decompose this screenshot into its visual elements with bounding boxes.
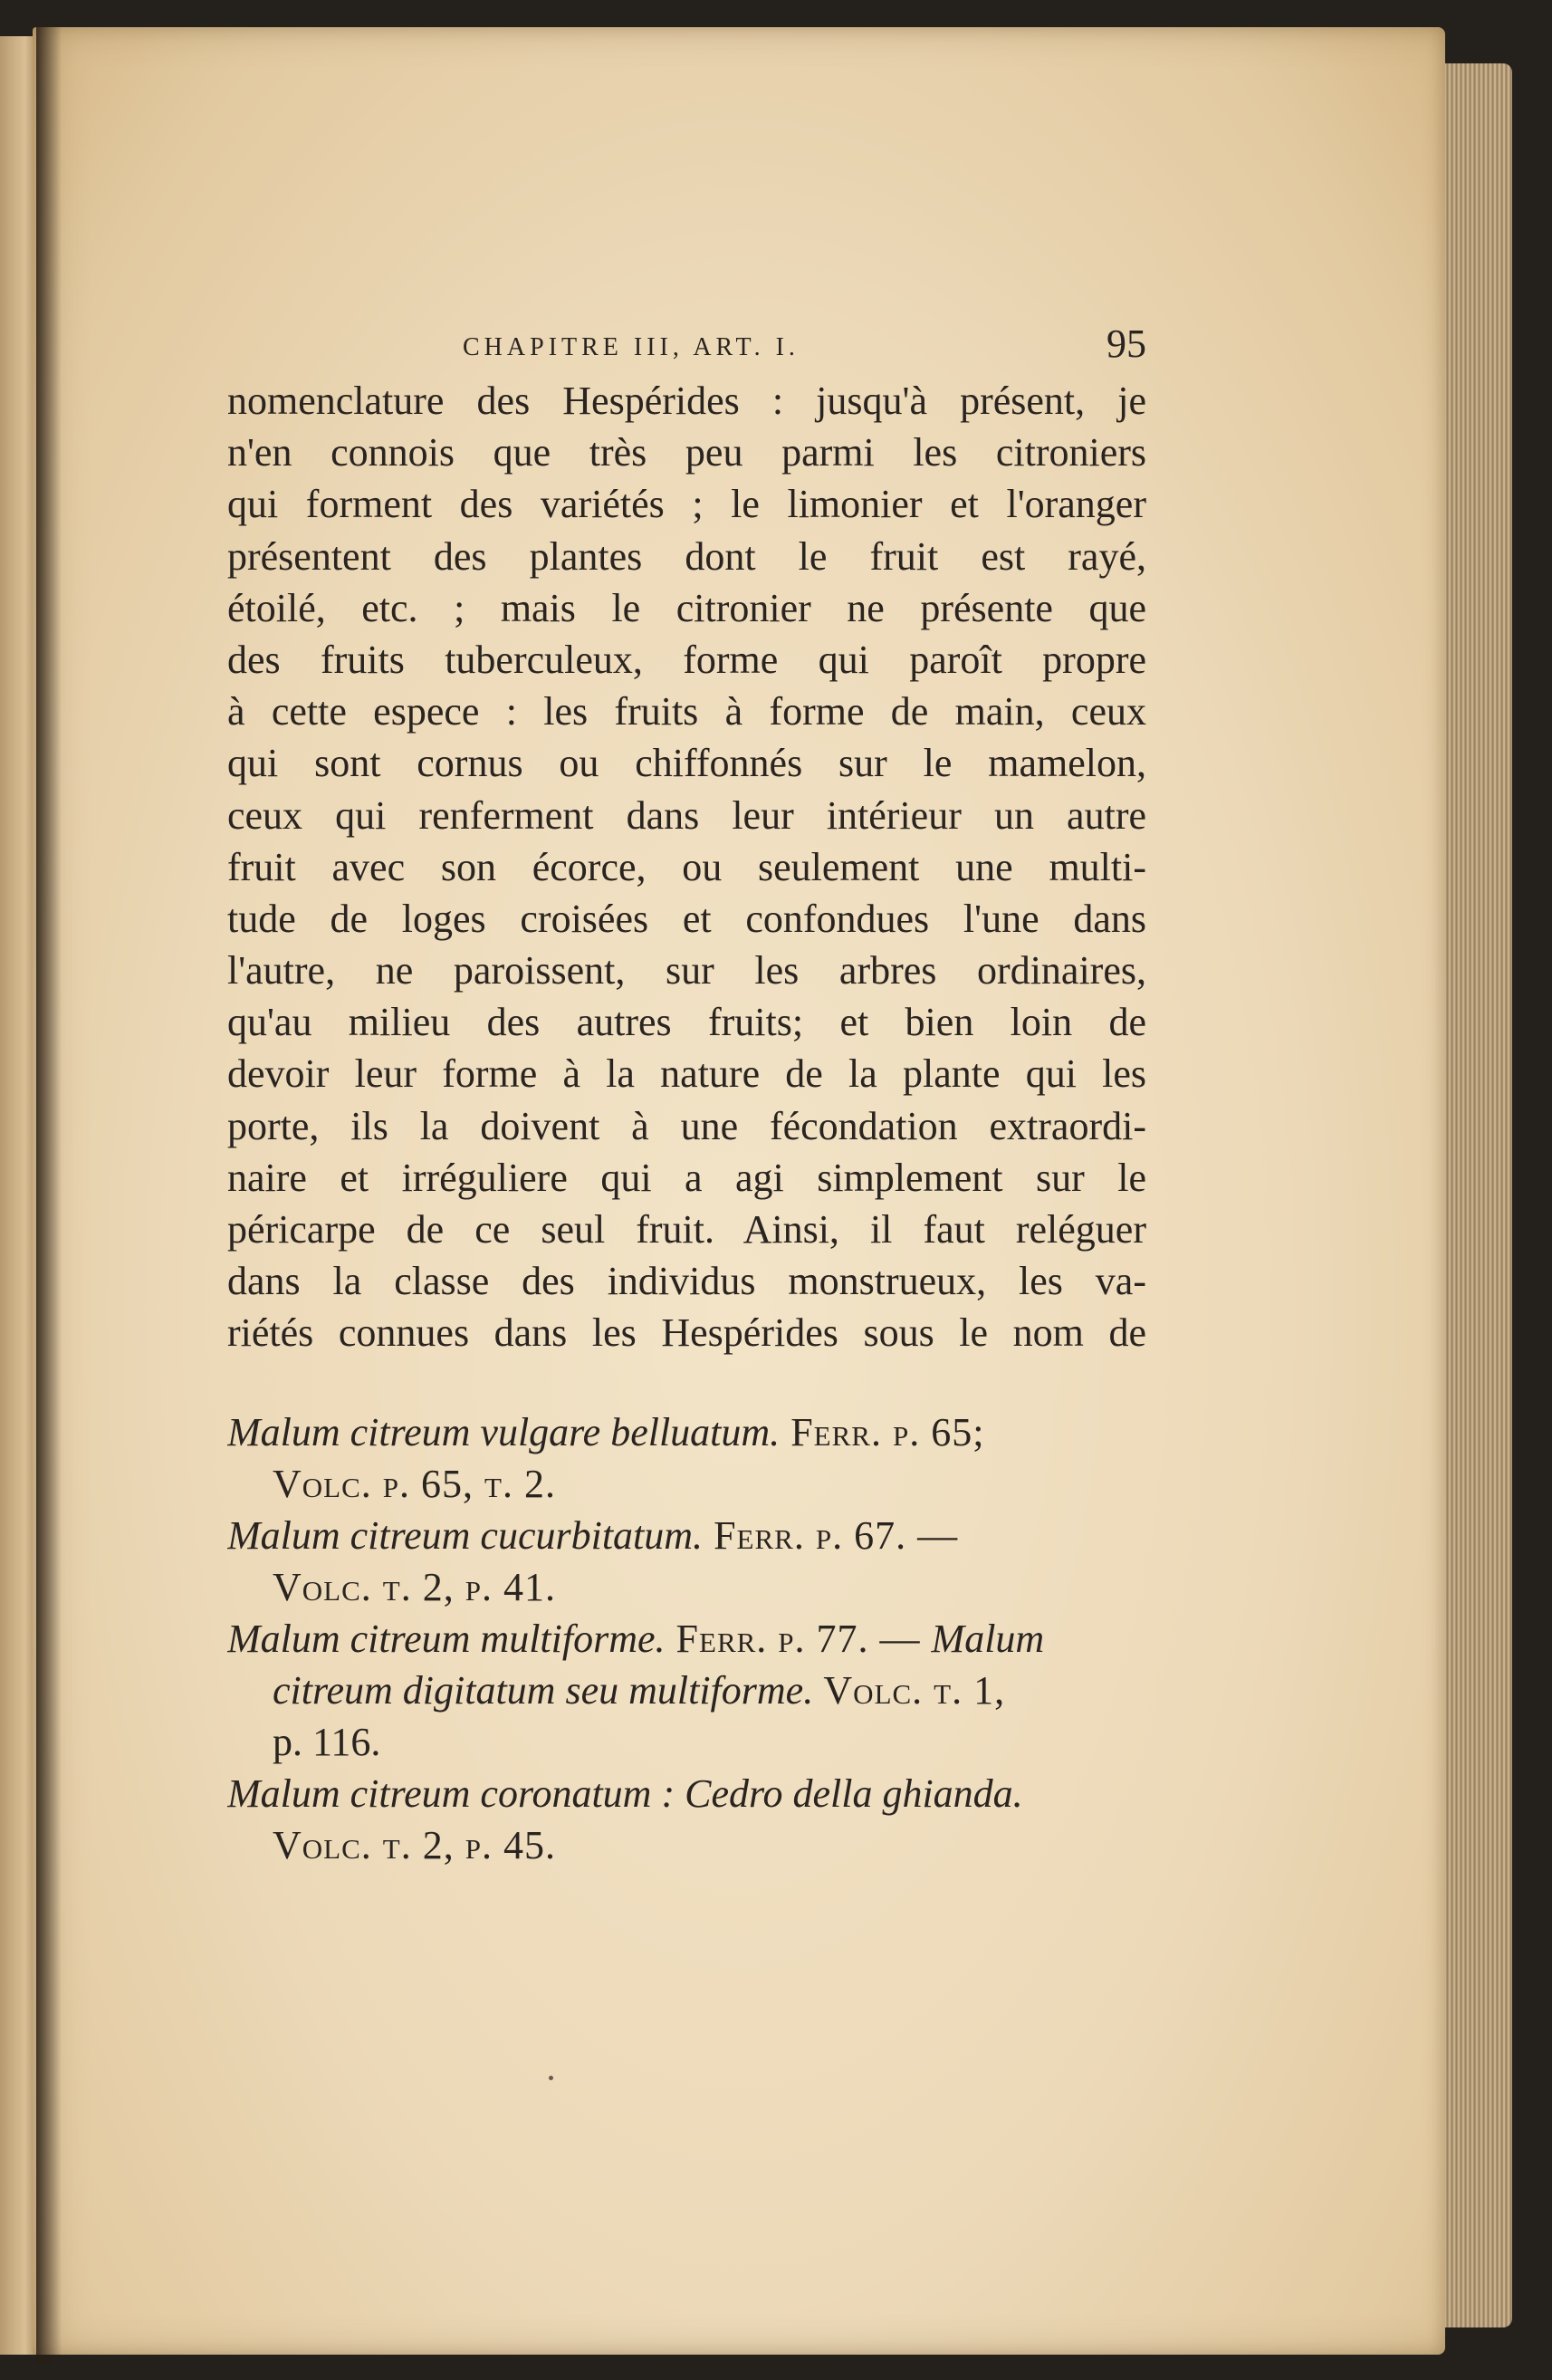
citation: Ferr. p. 67. — <box>703 1512 959 1558</box>
species-name: Malum <box>931 1616 1045 1661</box>
body-paragraph <box>227 375 1146 1359</box>
citation: Volc. p. 65, t. 2. <box>273 1461 556 1506</box>
paper-speck <box>549 2076 553 2080</box>
reference-continuation <box>227 1458 1146 1510</box>
reference-continuation <box>227 1561 1146 1613</box>
reference-continuation <box>227 1819 1146 1871</box>
book-page <box>33 27 1445 2355</box>
body-line: dans la classe des individus monstrueux, les va- <box>227 1259 1146 1304</box>
body-line: qu'au milieu des autres fruits; et bien loin de <box>227 1000 1146 1045</box>
citation: p. 116. <box>273 1719 381 1764</box>
body-line: riétés connues dans les Hespérides sous le nom de <box>227 1310 1146 1356</box>
citation: Volc. t. 2, p. 45. <box>273 1822 556 1867</box>
citation: Volc. t. 2, p. 41. <box>273 1564 556 1609</box>
species-name: Malum citreum coronatum : Cedro della ghianda. <box>227 1771 1023 1816</box>
running-head <box>227 317 1146 371</box>
body-line: devoir leur forme à la nature de la plante qui les <box>227 1051 1146 1097</box>
body-line: l'autre, ne paroissent, sur les arbres ordinaires, <box>227 948 1146 993</box>
reference-entry <box>227 1406 1146 1458</box>
chapter-heading: CHAPITRE III, ART. I. <box>463 333 800 361</box>
body-line: naire et irréguliere qui a agi simplement sur le <box>227 1155 1146 1200</box>
page-text-block <box>227 317 1146 1871</box>
reference-entry <box>227 1768 1146 1819</box>
body-line: péricarpe de ce seul fruit. Ainsi, il faut reléguer <box>227 1207 1146 1252</box>
species-name: Malum citreum cucurbitatum. <box>227 1512 704 1558</box>
body-line: des fruits tuberculeux, forme qui paroît propre <box>227 637 1146 682</box>
spine-shadow <box>36 27 62 2364</box>
species-name: Malum citreum vulgare belluatum. <box>227 1409 781 1454</box>
reference-continuation <box>227 1665 1146 1716</box>
citation: Volc. t. 1, <box>813 1667 1006 1713</box>
reference-entry <box>227 1613 1146 1665</box>
body-line: étoilé, etc. ; mais le citronier ne présente que <box>227 585 1146 630</box>
body-line: qui sont cornus ou chiffonnés sur le mamelon, <box>227 741 1146 786</box>
body-line: ceux qui renferment dans leur intérieur un autre <box>227 792 1146 838</box>
body-line: n'en connois que très peu parmi les citroniers <box>227 430 1146 475</box>
body-line: présentent des plantes dont le fruit est rayé, <box>227 533 1146 579</box>
reference-continuation <box>227 1716 1146 1768</box>
page-number: 95 <box>1107 321 1146 366</box>
variety-references <box>227 1406 1146 1871</box>
body-line: porte, ils la doivent à une fécondation extraordi- <box>227 1103 1146 1148</box>
body-line: à cette espece : les fruits à forme de main, ceux <box>227 689 1146 734</box>
species-name: Malum citreum multiforme. <box>227 1616 666 1661</box>
body-line: qui forment des variétés ; le limonier et l'oranger <box>227 482 1146 527</box>
body-line: nomenclature des Hespérides : jusqu'à présent, je <box>227 379 1146 423</box>
citation: Ferr. p. 77. — <box>665 1616 932 1661</box>
reference-entry <box>227 1510 1146 1561</box>
citation: Ferr. p. 65; <box>780 1409 985 1454</box>
species-name: citreum digitatum seu multiforme. <box>273 1667 814 1713</box>
body-line: tude de loges croisées et confondues l'une dans <box>227 896 1146 941</box>
body-line: fruit avec son écorce, ou seulement une multi- <box>227 844 1146 889</box>
